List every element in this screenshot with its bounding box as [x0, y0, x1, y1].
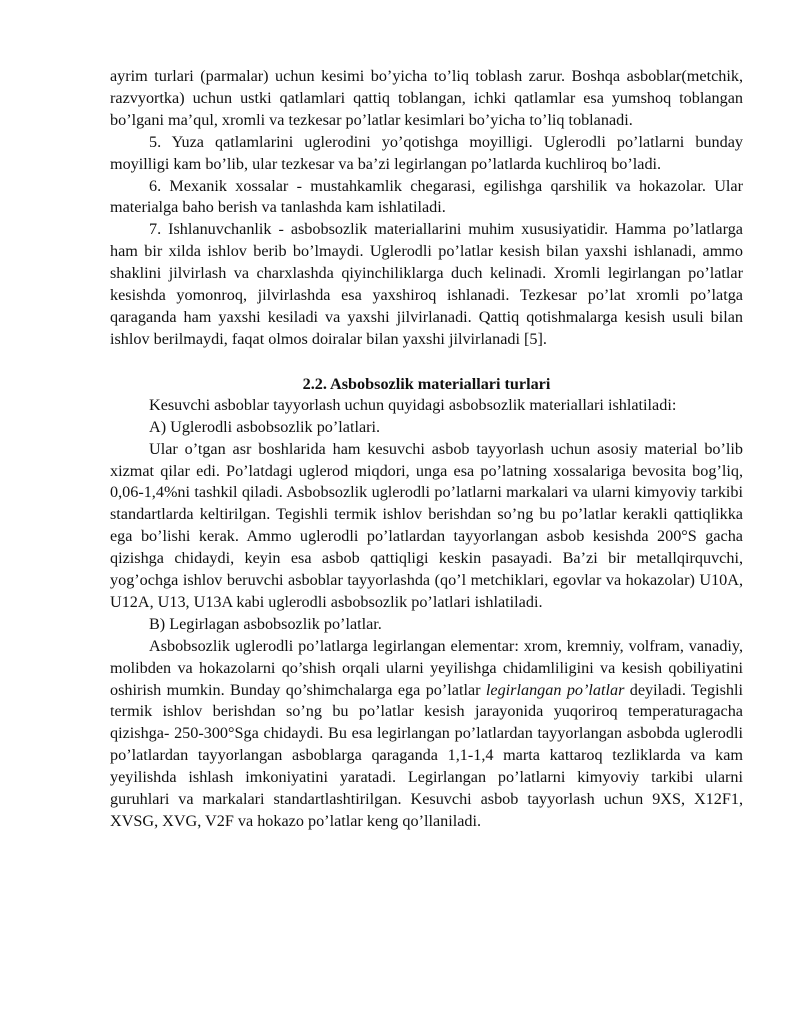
paragraph-continuation: ayrim turlari (parmalar) uchun kesimi bo’yicha to’liq toblash zarur. Boshqa asboblar(metchik, razvyortka) uchun ustki qatlamlari qattiq toblangan, ichki qatlamlar esa yumshoq toblangan bo’lgani ma’qul, xromli va tezkesar po’latlar kesimlari bo’yicha to’liq toblanadi. [110, 67, 743, 129]
paragraph-item-7: 7. Ishlanuvchanlik - asbobsozlik materiallarini muhim xususiyatidir. Hamma po’latlarga ham bir xilda ishlov berib bo’lmaydi. Uglerodli po’latlar kesish bilan yaxshi ishlanadi, ammo shaklini jilvirlash va charxlashda qiyinchiliklarga duch kelinadi. Xromli legirlangan po’latlar kesishda yomonroq, jilvirlashda esa yaxshiroq ishlanadi. Tezkesar po’lat xromli po’latga qaraganda ham yaxshi kesiladi va yaxshi jilvirlanadi. Qattiq qotishmalarga kesish usuli bilan ishlov berilmaydi, faqat olmos doiralar bilan yaxshi jilvirlanadi [5]. [110, 220, 743, 348]
intro-paragraph: Kesuvchi asboblar tayyorlash uchun quyidagi asbobsozlik materiallari ishlatiladi: [149, 395, 677, 414]
item-b-text-end: deyiladi. Tegishli termik ishlov berishdan so’ng bu po’latlar kesish jarayonida yuqoriroq temperaturagacha qizishga- 250-300°Sga chidaydi. Bu esa legirlangan po’latlardan tayyorlangan asbobda uglerodli po’latlardan tayyorlangan asboblarga qaraganda 1,1-1,4 marta kattaroq tezliklarda va kam yeyilishda ishlash imkoniyatini yaratadi. Legirlangan po’latlarni kimyoviy tarkibi ularni guruhlari va markalari standartlashtirilgan. Kesuvchi asbob tayyorlash uchun 9XS, X12F1, XVSG, XVG, V2F va hokazo po’latlar keng qo’llaniladi. [110, 680, 743, 830]
item-b-paragraph [110, 636, 743, 833]
item-b-text-start: Asbobsozlik uglerodli po’latlarga legirlangan elementar: xrom, kremniy, volfram, vanadiy, molibden va hokazolarni qo’shish orqali ularni yeyilishga chidamliligini va kesish qobiliyatini oshirish mumkin. Bunday qo’shimchalarga ega po’latlar [110, 636, 743, 699]
item-a-paragraph: Ular o’tgan asr boshlarida ham kesuvchi asbob tayyorlash uchun asosiy material bo’lib xizmat qilar edi. Po’latdagi uglerod miqdori, unga esa po’latning xossalariga bevosita bog’liq, 0,06-1,4%ni tashkil qiladi. Asbobsozlik uglerodli po’latlarni markalari va ularni kimyoviy tarkibi standartlarda keltirilgan. Tegishli termik ishlov berishdan so’ng bu po’latlar kerakli qattiqlikka ega bo’lishi kerak. Ammo uglerodli po’latlardan tayyorlangan asbob kesishda 200°S gacha qizishga chidaydi, keyin esa asbob qattiqligi keskin pasayadi. Ba’zi bir metallqirquvchi, yog’ochga ishlov beruvchi asboblar tayyorlashda (qo’l metchiklari, egovlar va hokazolar) U10A, U12A, U13, U13A kabi uglerodli asbobsozlik po’latlari ishlatiladi. [110, 439, 743, 611]
item-b-italic-term: legirlangan po’latlar [485, 680, 625, 699]
item-b-title: B) Legirlagan asbobsozlik po’latlar. [149, 614, 382, 633]
item-a-title: A) Uglerodli asbobsozlik po’latlari. [149, 417, 381, 436]
section-heading: 2.2. Asbobsozlik materiallari turlari [302, 374, 551, 393]
paragraph-item-5: 5. Yuza qatlamlarini uglerodini yo’qotishga moyilligi. Uglerodli po’latlarni bunday moyilligi kam bo’lib, ular tezkesar va ba’zi legirlangan po’latlarda kuchliroq bo’ladi. [110, 132, 743, 173]
paragraph-item-6: 6. Mexanik xossalar - mustahkamlik chegarasi, egilishga qarshilik va hokazolar. Ular materialga baho berish va tanlashda kam ishlatiladi. [110, 176, 743, 217]
